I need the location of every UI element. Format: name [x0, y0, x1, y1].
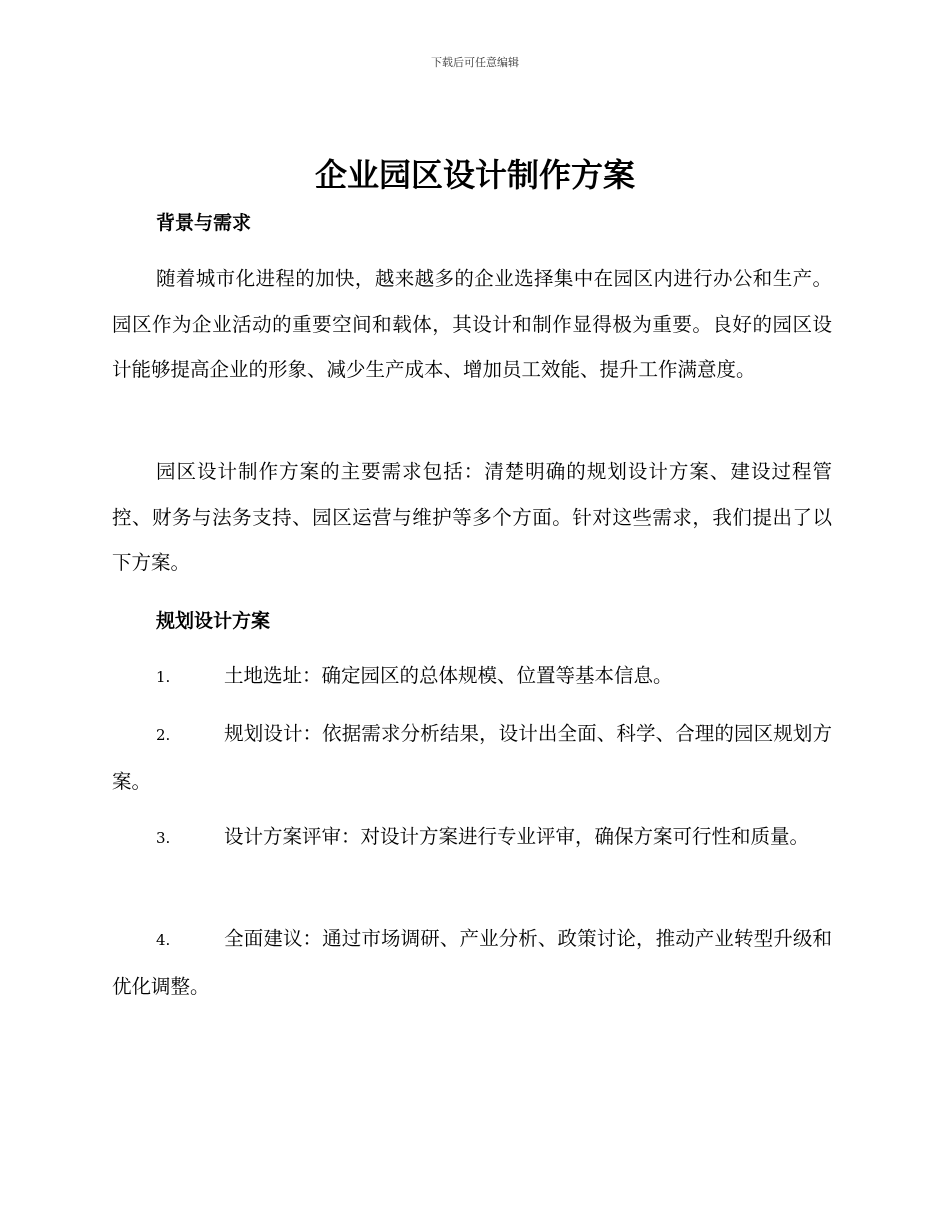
list-text: 土地选址：确定园区的总体规模、位置等基本信息。	[224, 664, 673, 687]
list-number: 1.	[156, 668, 171, 686]
list-number: 4.	[156, 931, 171, 949]
header-note: 下载后可任意编辑	[431, 56, 519, 69]
list-item	[112, 711, 832, 804]
list-item	[112, 814, 832, 862]
list-text: 规划设计：依据需求分析结果，设计出全面、科学、合理的园区规划方案。	[112, 722, 832, 793]
paragraph-background: 随着城市化进程的加快，越来越多的企业选择集中在园区内进行办公和生产。园区作为企业活动的重要空间和载体，其设计和制作显得极为重要。良好的园区设计能够提高企业的形象、减少生产成本、增加员工效能、提升工作满意度。	[112, 267, 832, 381]
list-text: 全面建议：通过市场调研、产业分析、政策讨论，推动产业转型升级和优化调整。	[112, 927, 832, 998]
paragraph-requirements: 园区设计制作方案的主要需求包括：清楚明确的规划设计方案、建设过程管控、财务与法务支持、园区运营与维护等多个方面。针对这些需求，我们提出了以下方案。	[112, 460, 832, 574]
list-number: 2.	[156, 726, 171, 744]
section-heading-planning: 规划设计方案	[156, 610, 271, 632]
section-heading-background: 背景与需求	[156, 212, 252, 234]
list-number: 3.	[156, 829, 171, 847]
document-title: 企业园区设计制作方案	[314, 156, 635, 194]
list-item	[112, 653, 832, 701]
list-text: 设计方案评审：对设计方案进行专业评审，确保方案可行性和质量。	[224, 825, 810, 848]
list-item	[112, 916, 832, 1009]
